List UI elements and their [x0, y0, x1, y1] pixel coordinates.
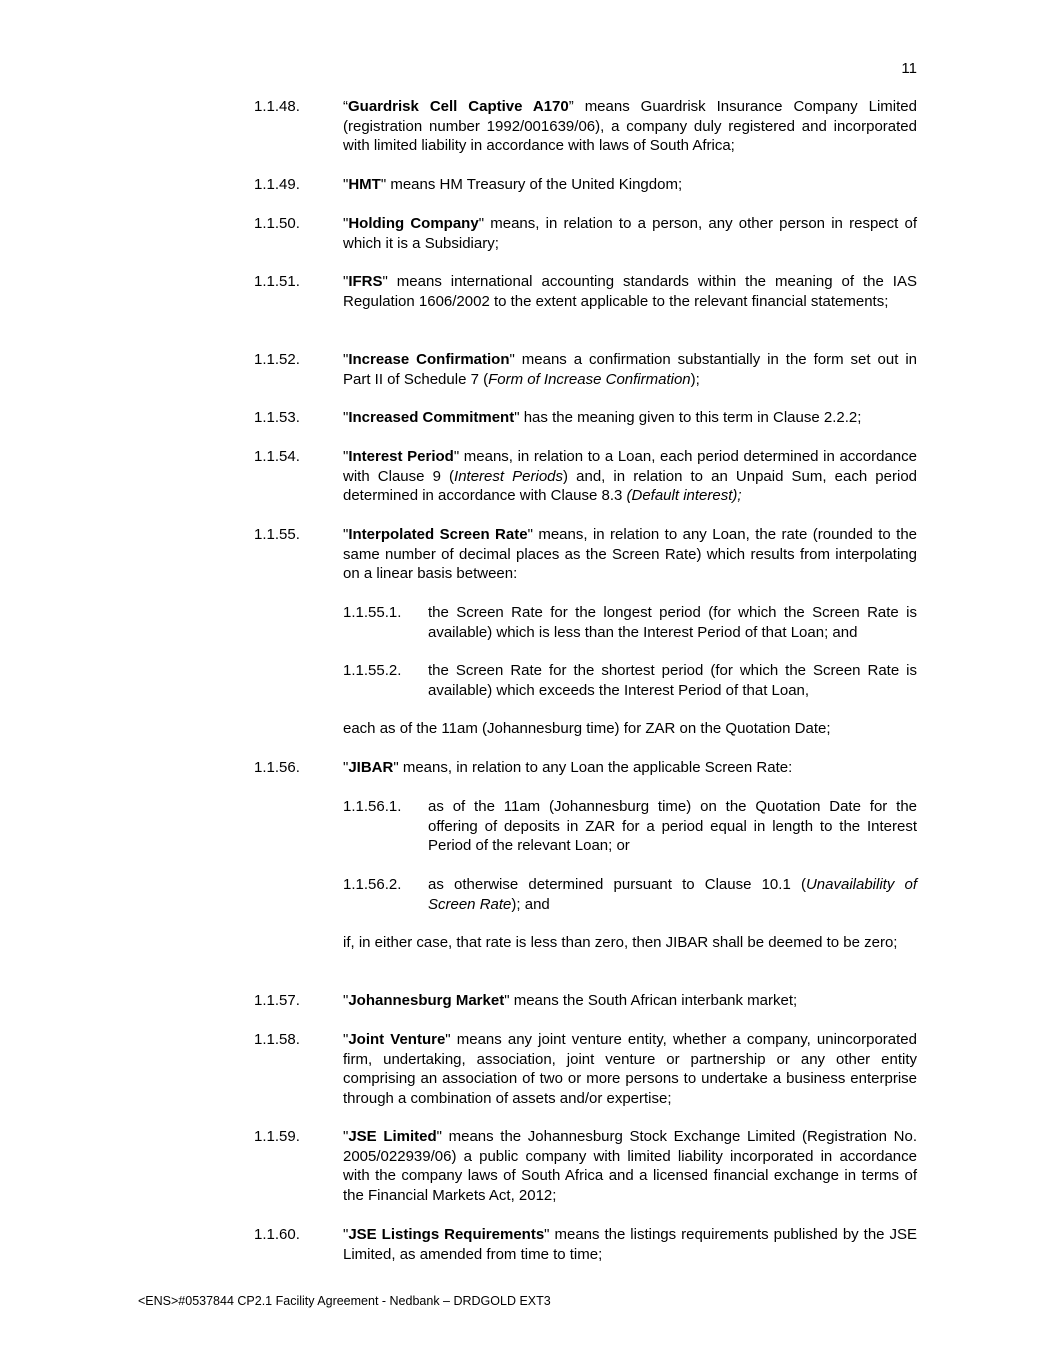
quote-open: ": [343, 176, 349, 193]
quote-close: ": [380, 176, 387, 193]
quote-close: ": [453, 448, 460, 465]
quote-open: ": [343, 759, 349, 776]
clause-1-1-58: [254, 1030, 917, 1108]
defined-term: JIBAR: [348, 759, 394, 776]
clause-body: [343, 272, 917, 311]
subclause-text-part: ); and: [511, 895, 550, 913]
quote-close: ": [544, 1226, 550, 1243]
subclause-1-1-56-2: [343, 875, 917, 914]
subclause-text: as of the 11am (Johannesburg time) on the Quotation Date for the offering of deposits in ZAR for a period equal in length to the Interest Period of the relevant Loan; or: [428, 798, 917, 854]
clause-number: 1.1.48.: [254, 98, 300, 115]
clause-number: 1.1.59.: [254, 1128, 300, 1145]
document-footer: <ENS>#0537844 CP2.1 Facility Agreement - Nedbank – DRDGOLD EXT3: [138, 1294, 551, 1308]
subclause-1-1-55-1: [343, 603, 917, 642]
clause-number: 1.1.60.: [254, 1226, 300, 1243]
quote-close: ": [393, 759, 399, 776]
clause-tail-text: each as of the 11am (Johannesburg time) for ZAR on the Quotation Date;: [343, 720, 831, 737]
quote-close: ": [514, 409, 520, 426]
clause-body: [343, 447, 917, 506]
definition-text: means Guardrisk Insurance Company Limited (registration number 1992/001639/06), a company duly registered and incorporated with limited liability in accordance with laws of South Africa;: [343, 98, 917, 154]
defined-term: HMT: [348, 176, 381, 193]
definition-text: );: [690, 370, 700, 388]
quote-open: ": [343, 409, 349, 426]
clause-body: [343, 525, 917, 584]
defined-term: JSE Limited: [348, 1128, 437, 1145]
subclause-text: the Screen Rate for the longest period (for which the Screen Rate is available) which is less than the Interest Period of that Loan; and: [428, 604, 917, 641]
clause-body: [343, 758, 917, 778]
defined-term: Interpolated Screen Rate: [348, 526, 528, 543]
quote-open: “: [343, 98, 348, 115]
clause-body: [343, 991, 917, 1011]
definition-text: means HM Treasury of the United Kingdom;: [386, 176, 683, 193]
clause-number: 1.1.51.: [254, 273, 300, 290]
quote-close: ”: [568, 98, 574, 115]
subclause-number: 1.1.55.2.: [343, 662, 402, 679]
defined-term: Increased Commitment: [348, 409, 515, 426]
cross-reference: Interest Periods: [454, 467, 564, 485]
definition-text: means, in relation to any Loan the applicable Screen Rate:: [398, 759, 793, 776]
clause-body: [343, 214, 917, 253]
subclause-1-1-56-1: [343, 797, 917, 856]
quote-open: ": [343, 992, 349, 1009]
subclause-text: [428, 875, 917, 914]
clause-number: 1.1.53.: [254, 409, 300, 426]
quote-open: ": [343, 1031, 349, 1048]
quote-close: ": [504, 992, 510, 1009]
definition-text: means, in relation to a Loan, each period determined in accordance with Clause 9 (: [343, 448, 917, 485]
clause-1-1-54: [254, 447, 917, 506]
clause-1-1-53: [254, 408, 917, 428]
clause-1-1-57: [254, 991, 917, 1011]
quote-close: ": [509, 351, 515, 368]
subclause-text-part: as otherwise determined pursuant to Clause 10.1 (: [428, 876, 806, 893]
clause-1-1-51: [254, 272, 917, 311]
clause-1-1-60: [254, 1225, 917, 1264]
clause-number: 1.1.56.: [254, 759, 300, 776]
defined-term: Interest Period: [348, 448, 454, 465]
subclause-1-1-55-2: [343, 661, 917, 700]
clause-1-1-59: [254, 1127, 917, 1205]
definition-text: means any joint venture entity, whether a company, unincorporated firm, undertaking, association, joint venture or partnership or any other entity comprising an association of two or more persons to undertake a business enterprise through a combination of assets and/or expertise;: [343, 1031, 917, 1107]
subclause-number: 1.1.55.1.: [343, 604, 402, 621]
cross-reference: (Default interest);: [626, 487, 742, 504]
quote-open: ": [343, 448, 349, 465]
clause-1-1-55: [254, 525, 917, 584]
quote-open: ": [343, 1226, 349, 1243]
clause-tail-text: if, in either case, that rate is less than zero, then JIBAR shall be deemed to be zero;: [343, 934, 898, 951]
definition-text: means the Johannesburg Stock Exchange Limited (Registration No. 2005/022939/06) a public company with limited liability incorporated in accordance with the company laws of South Africa and a licensed financial exchange in terms of the Financial Markets Act, 2012;: [343, 1128, 917, 1204]
defined-term: IFRS: [348, 273, 383, 290]
subclause-number: 1.1.56.1.: [343, 798, 402, 815]
definition-text: ) and, in relation to an Unpaid Sum, each period determined in accordance with Clause 8.3: [343, 467, 917, 504]
definition-text: has the meaning given to this term in Clause 2.2.2;: [519, 409, 862, 426]
clause-number: 1.1.50.: [254, 215, 300, 232]
definition-text: means the listings requirements published by the JSE Limited, as amended from time to time;: [343, 1226, 918, 1263]
defined-term: Johannesburg Market: [348, 992, 505, 1009]
clause-1-1-48: [254, 97, 917, 156]
quote-open: ": [343, 215, 349, 232]
clause-1-1-52: [254, 350, 917, 389]
clause-number: 1.1.58.: [254, 1031, 300, 1048]
quote-open: ": [343, 526, 349, 543]
cross-reference: Unavailability of Screen Rate: [428, 876, 917, 913]
clause-number: 1.1.57.: [254, 992, 300, 1009]
clause-1-1-49: [254, 175, 917, 195]
definition-text: means the South African interbank market;: [509, 992, 798, 1009]
quote-open: ": [343, 273, 349, 290]
defined-term: Guardrisk Cell Captive A170: [348, 98, 569, 115]
clause-number: 1.1.54.: [254, 448, 300, 465]
cross-reference: Form of Increase Confirmation: [488, 370, 691, 388]
quote-close: ": [527, 526, 533, 543]
quote-close: ": [478, 215, 485, 232]
clause-number: 1.1.52.: [254, 351, 300, 368]
clause-1-1-50: [254, 214, 917, 253]
quote-open: ": [343, 351, 349, 368]
quote-open: ": [343, 1128, 349, 1145]
clause-body: [343, 175, 917, 195]
clause-number: 1.1.49.: [254, 176, 300, 193]
defined-term: Increase Confirmation: [348, 351, 510, 368]
definition-text: means international accounting standards within the meaning of the IAS Regulation 1606/2002 to the extent applicable to the relevant financial statements;: [343, 273, 917, 310]
clause-body: [343, 1127, 917, 1205]
clause-body: [343, 350, 917, 389]
clause-body: [343, 97, 917, 156]
defined-term: Holding Company: [348, 215, 479, 232]
clause-1-1-56: [254, 758, 917, 778]
definition-text: means a confirmation substantially in the form set out in Part II of Schedule 7 (: [343, 351, 917, 388]
page-number: 11: [901, 60, 917, 77]
clause-body: [343, 1225, 917, 1264]
quote-close: ": [436, 1128, 442, 1145]
clause-body: [343, 1030, 917, 1108]
defined-term: Joint Venture: [348, 1031, 446, 1048]
defined-term: JSE Listings Requirements: [348, 1226, 545, 1243]
clause-body: [343, 408, 917, 428]
subclause-number: 1.1.56.2.: [343, 876, 402, 893]
clause-number: 1.1.55.: [254, 526, 300, 543]
subclause-text: the Screen Rate for the shortest period (for which the Screen Rate is available) which exceeds the Interest Period of that Loan,: [428, 662, 917, 699]
definition-text: means, in relation to a person, any other person in respect of which it is a Subsidiary;: [343, 215, 918, 252]
definition-text: means, in relation to any Loan, the rate (rounded to the same number of decimal places as the Screen Rate) which results from interpolating on a linear basis between:: [343, 526, 918, 582]
quote-close: ": [445, 1031, 451, 1048]
quote-close: ": [382, 273, 388, 290]
